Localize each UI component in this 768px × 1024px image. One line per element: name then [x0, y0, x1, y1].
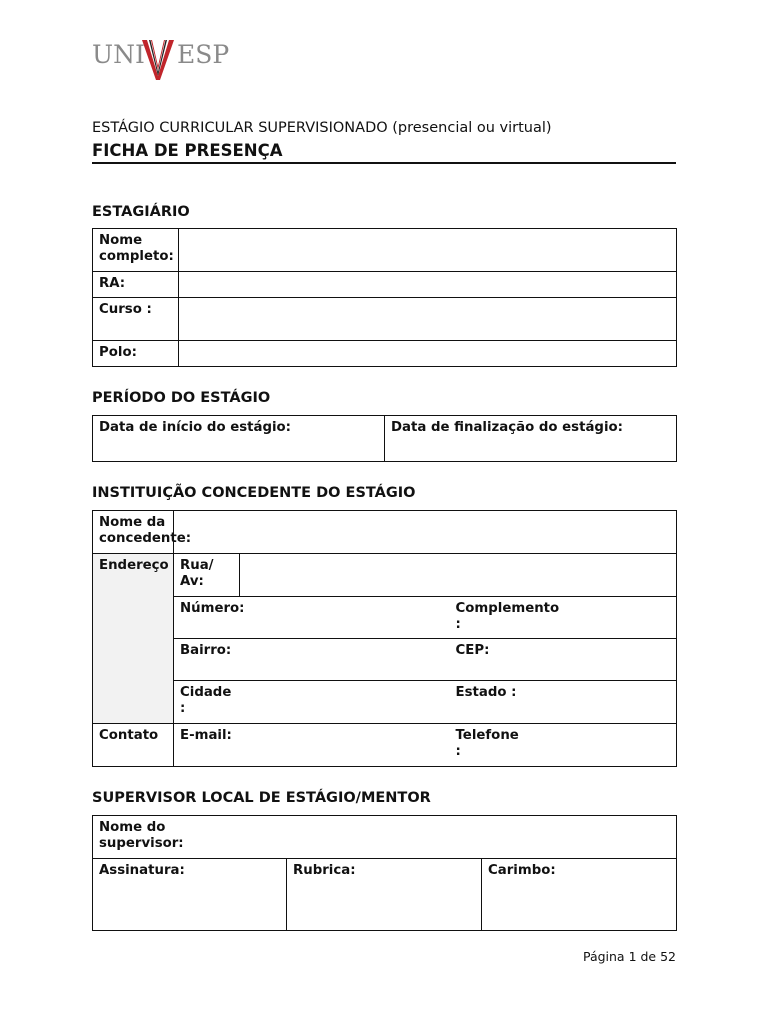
label-email: E-mail:: [174, 724, 240, 767]
field-ra[interactable]: [179, 272, 677, 298]
section-heading-periodo: PERÍODO DO ESTÁGIO: [92, 390, 271, 406]
label-nome-concedente: Nome da concedente:: [93, 511, 174, 554]
field-numero[interactable]: [240, 597, 450, 639]
label-complemento: Complemento :: [450, 597, 524, 639]
label-polo: Polo:: [93, 341, 179, 367]
label-cep: CEP:: [450, 639, 524, 681]
field-nome-completo[interactable]: [179, 229, 677, 272]
section-heading-estagiario: ESTAGIÁRIO: [92, 204, 190, 220]
estagiario-table: [92, 228, 677, 367]
field-polo[interactable]: [179, 341, 677, 367]
page-number: Página 1 de 52: [582, 949, 676, 964]
periodo-table: [92, 415, 677, 462]
field-data-inicio[interactable]: Data de início do estágio:: [93, 416, 385, 462]
supervisor-table: [92, 815, 677, 931]
label-endereco: Endereço: [93, 554, 174, 724]
field-telefone[interactable]: [524, 724, 677, 767]
section-heading-instituicao: INSTITUIÇÃO CONCEDENTE DO ESTÁGIO: [92, 485, 416, 501]
label-nome-completo: Nome completo:: [93, 229, 179, 272]
logo-text-left: UNI: [92, 40, 145, 69]
field-assinatura[interactable]: Assinatura:: [93, 859, 287, 931]
field-data-fim[interactable]: Data de finalização do estágio:: [385, 416, 677, 462]
instituicao-table: [92, 510, 677, 767]
logo-text-right: ESP: [177, 40, 230, 69]
field-rubrica[interactable]: Rubrica:: [287, 859, 482, 931]
section-heading-supervisor: SUPERVISOR LOCAL DE ESTÁGIO/MENTOR: [92, 790, 431, 806]
label-ra: RA:: [93, 272, 179, 298]
label-bairro: Bairro:: [174, 639, 240, 681]
field-rua[interactable]: [240, 554, 677, 597]
label-contato: Contato: [93, 724, 174, 767]
label-nome-supervisor: Nome do supervisor:: [99, 820, 184, 851]
label-telefone: Telefone :: [450, 724, 524, 767]
label-estado: Estado :: [450, 681, 524, 724]
document-subtitle: ESTÁGIO CURRICULAR SUPERVISIONADO (presencial ou virtual): [92, 120, 552, 136]
document-title: FICHA DE PRESENÇA: [92, 141, 283, 160]
title-divider: [92, 162, 676, 164]
field-curso[interactable]: [179, 298, 677, 341]
label-numero: Número:: [174, 597, 240, 639]
field-bairro[interactable]: [240, 639, 450, 681]
field-nome-supervisor[interactable]: [93, 816, 677, 859]
label-cidade: Cidade :: [174, 681, 240, 724]
field-carimbo[interactable]: Carimbo:: [482, 859, 677, 931]
label-rua: Rua/ Av:: [174, 554, 240, 597]
field-estado[interactable]: [524, 681, 677, 724]
field-cep[interactable]: [524, 639, 677, 681]
field-email[interactable]: [240, 724, 450, 767]
logo-v-mark: [142, 40, 174, 80]
field-nome-concedente[interactable]: [174, 511, 677, 554]
label-curso: Curso :: [93, 298, 179, 341]
field-cidade[interactable]: [240, 681, 450, 724]
